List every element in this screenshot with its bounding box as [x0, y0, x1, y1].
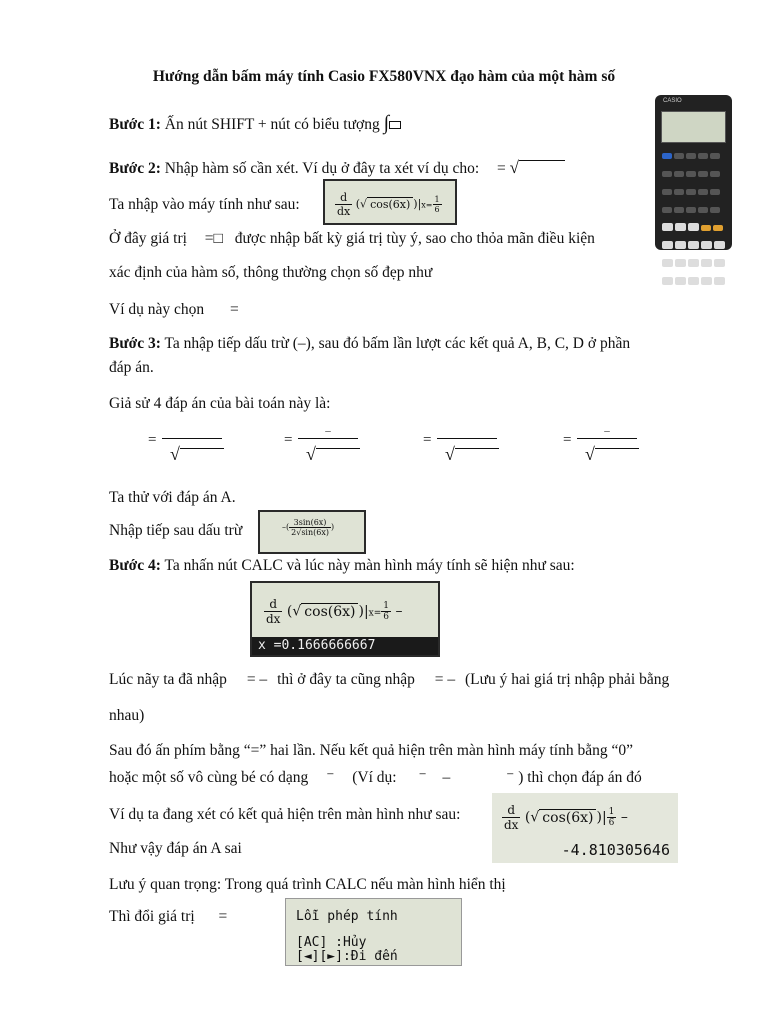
note1-line2: xác định của hàm số, thông thường chọn số đẹp như — [109, 264, 433, 281]
answer-a: = √ — [148, 432, 156, 449]
lcd-minus-expr: –( $\frac{3\sin(6x)}{2√\sin(6x)}$ ) — [282, 518, 335, 537]
step1-text: Ấn nút SHIFT + nút có biểu tượng — [164, 116, 380, 133]
example-result-line: Ví dụ ta đang xét có kết quả hiện trên màn hình như sau: — [109, 806, 461, 823]
lcd-input-screen — [323, 179, 457, 225]
important-line: Lưu ý quan trọng: Trong quá trình CALC nếu màn hình hiển thị — [109, 876, 506, 893]
press-line2: hoặc một số vô cùng bé có dạng ⁻ (Ví dụ: ⁻ – ⁻ ) thì chọn đáp án đó — [109, 769, 642, 786]
integral-icon: ∫ — [383, 112, 390, 134]
answer-c: = √ — [423, 432, 431, 449]
step2-line — [109, 158, 565, 178]
step1-line — [109, 112, 401, 135]
calculator-brand: CASIO — [663, 98, 682, 104]
lcd-result-expr: $\frac{d}{dx}$ (√ cos(6x) )| $\frac{1}{6}$ – — [504, 803, 628, 832]
assume-line: Giả sử 4 đáp án của bài toán này là: — [109, 395, 331, 412]
input-line: Ta nhập vào máy tính như sau: — [109, 196, 300, 213]
wrong-line: Như vậy đáp án A sai — [109, 840, 242, 857]
lcd-calc-screen — [250, 581, 440, 657]
error-option-ac: [AC] :Hủy — [296, 935, 367, 950]
error-title: Lỗi phép tính — [296, 909, 398, 924]
lcd-minus-screen — [258, 510, 366, 554]
example-choose-line: Ví dụ này chọn = — [109, 301, 239, 318]
lcd-input-expr: $\frac{d}{dx}$ (√ cos(6x) )|x= $\frac{1}{6}$ — [337, 191, 440, 218]
document-title: Hướng dẫn bấm máy tính Casio FX580VNX đạo hàm của một hàm số — [152, 68, 616, 85]
change-line: Thì đổi giá trị = — [109, 908, 228, 925]
box-icon — [389, 121, 401, 129]
answer-d: = – √ — [563, 432, 571, 449]
note1-line: Ở đây giá trị =□ được nhập bất kỳ giá trị tùy ý, sao cho thỏa mãn điều kiện — [109, 230, 595, 247]
step3-line: Bước 3: Ta nhập tiếp dấu trừ (–), sau đó bấm lần lượt các kết quả A, B, C, D ở phần — [109, 335, 631, 352]
calculator-screen — [661, 111, 726, 143]
lcd-result-value: -4.810305646 — [561, 841, 670, 859]
press-line: Sau đó ấn phím bằng “=” hai lần. Nếu kết quả hiện trên màn hình máy tính bằng “0” — [109, 742, 633, 759]
entered-line: Lúc nãy ta đã nhập = – thì ở đây ta cũng nhập = – (Lưu ý hai giá trị nhập phải bằng — [109, 671, 670, 688]
step3-line2: đáp án. — [109, 359, 154, 376]
entered-line2: nhau) — [109, 707, 145, 724]
step2-text: Nhập hàm số cần xét. Ví dụ ở đây ta xét ví dụ cho: — [164, 160, 480, 177]
after-minus-line: Nhập tiếp sau dấu trừ — [109, 522, 243, 539]
error-option-goto: [◄][►]:Đi đến — [296, 949, 398, 964]
step1-label: Bước 1: — [109, 116, 161, 133]
answer-b: = – √ — [284, 432, 292, 449]
sqrt-symbol: √ — [510, 158, 565, 178]
lcd-calc-expr: $\frac{d}{dx}$ (√ cos(6x) )|x= $\frac{1}{6}$ – — [266, 597, 403, 626]
step2-label: Bước 2: — [109, 160, 161, 177]
step2-eq: = — [497, 160, 506, 177]
try-a-line: Ta thử với đáp án A. — [109, 489, 236, 506]
calculator-keys — [661, 147, 726, 291]
step4-line: Bước 4: Ta nhấn nút CALC và lúc này màn hình máy tính sẽ hiện như sau: — [109, 557, 575, 574]
lcd-calc-result: x =0.1666666667 — [252, 637, 438, 655]
error-screen — [285, 898, 462, 966]
lcd-result-screen — [492, 793, 678, 863]
calculator-image — [655, 95, 732, 250]
